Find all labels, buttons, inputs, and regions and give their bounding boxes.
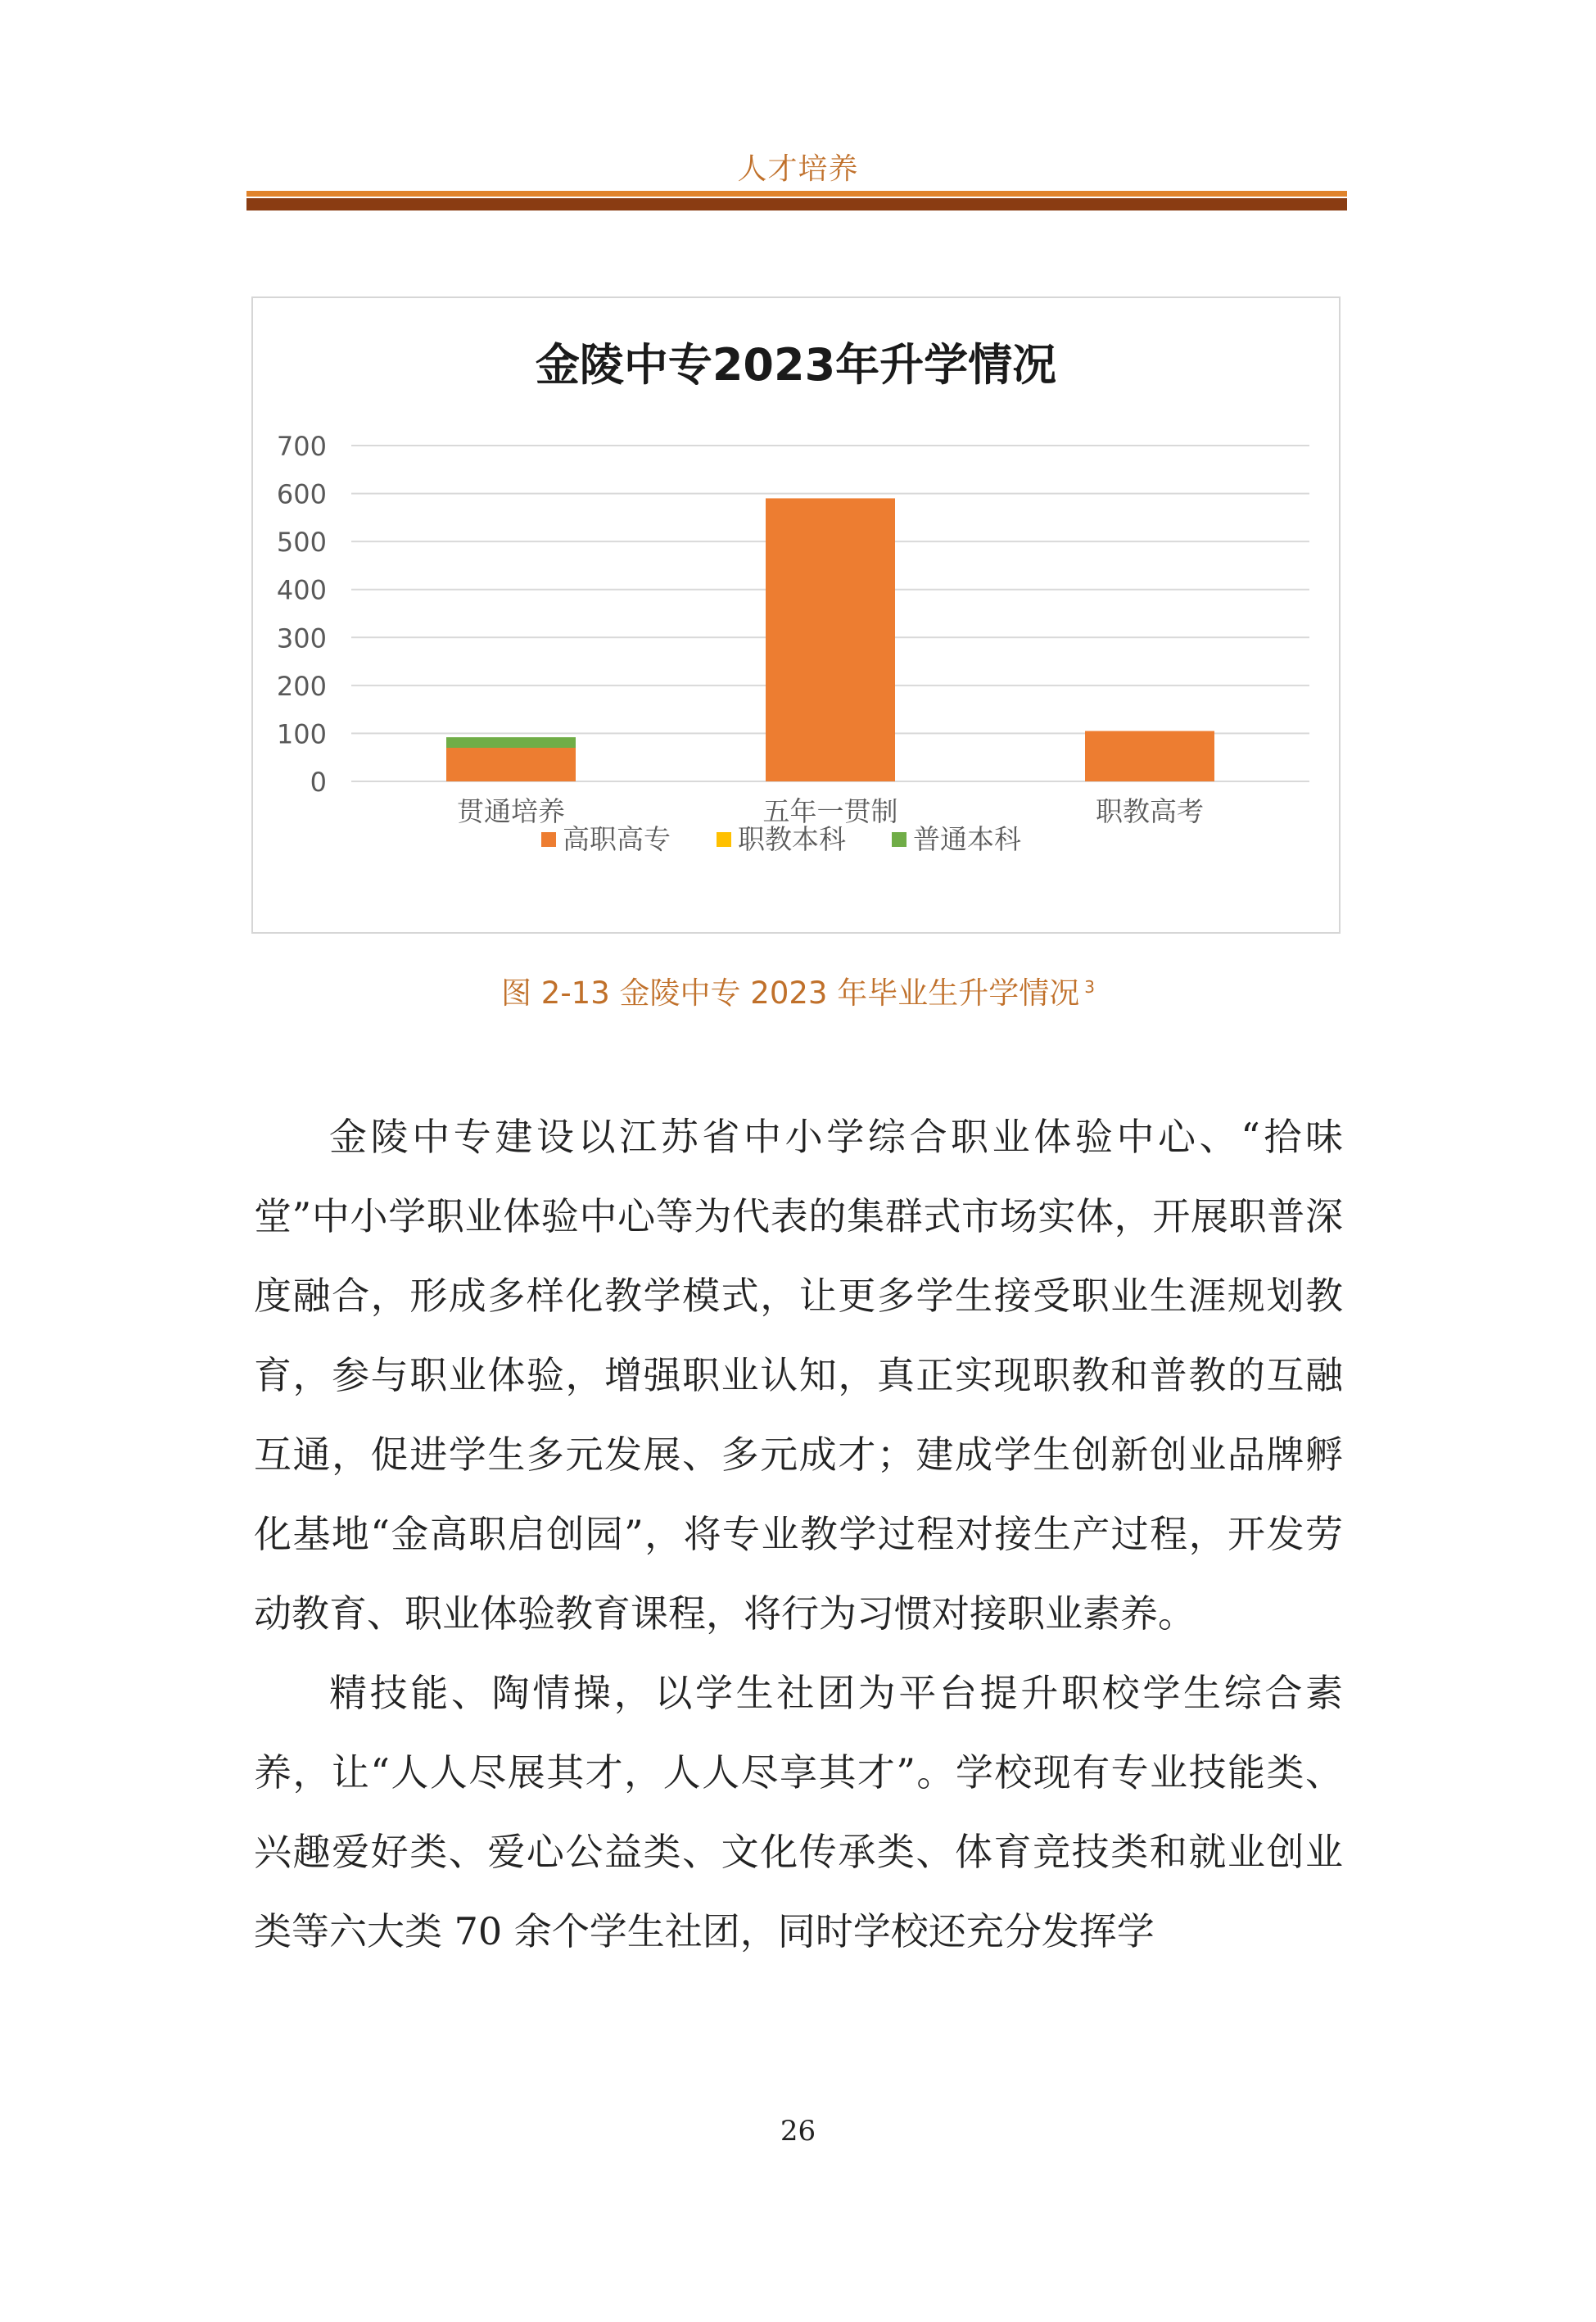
y-tick-label: 200 (276, 670, 327, 702)
body-text (254, 1098, 1343, 1971)
chart-title: 金陵中专2023年升学情况 (535, 339, 1057, 391)
figure-caption (0, 968, 1596, 1012)
page-number: 26 (780, 2115, 816, 2148)
legend-label: 职教本科 (738, 823, 846, 855)
x-tick-label: 五年一贯制 (762, 795, 898, 827)
bar-chart (253, 298, 1339, 932)
bar (446, 737, 576, 748)
y-tick-label: 0 (310, 767, 327, 798)
x-tick-label: 职教高考 (1096, 795, 1204, 827)
header-rule-light (246, 191, 1347, 197)
running-header-title: 人才培养 (737, 152, 859, 186)
paragraph: 精技能、陶情操，以学生社团为平台提升职校学生综合素养，让“人人尽展其才，人人尽享其才”。学校现有专业技能类、兴趣爱好类、爱心公益类、文化传承类、体育竞技类和就业创业类等六大类 70 余个学生社团，同时学校还充分发挥学 (254, 1671, 1343, 1953)
header-rule-dark (246, 198, 1347, 210)
paragraph: 金陵中专建设以江苏省中小学综合职业体验中心、“拾味堂”中小学职业体验中心等为代表的集群式市场实体，开展职普深度融合，形成多样化教学模式，让更多学生接受职业生涯规划教育，参与职业体验，增强职业认知，真正实现职教和普教的互融互通，促进学生多元发展、多元成才；建成学生创新创业品牌孵化基地“金高职启创园”，将专业教学过程对接生产过程，开发劳动教育、职业体验教育课程，将行为习惯对接职业素养。 (254, 1115, 1343, 1636)
x-tick-label: 贯通培养 (457, 795, 565, 827)
y-tick-label: 400 (276, 574, 327, 606)
chart-frame (251, 296, 1341, 934)
legend-swatch (717, 832, 731, 847)
y-tick-label: 300 (276, 622, 327, 654)
y-tick-label: 100 (276, 718, 327, 750)
y-tick-label: 700 (276, 431, 327, 462)
caption-footnote-marker: 3 (1084, 976, 1095, 997)
legend-label: 高职高专 (563, 823, 671, 855)
legend-label: 普通本科 (913, 823, 1021, 855)
y-tick-label: 600 (276, 478, 327, 510)
legend-swatch (541, 832, 556, 847)
legend-swatch (892, 832, 907, 847)
bar (446, 748, 576, 781)
y-tick-label: 500 (276, 527, 327, 559)
bar (766, 498, 895, 781)
bar (1085, 731, 1214, 782)
caption-text: 图 2-13 金陵中专 2023 年毕业生升学情况 (501, 975, 1080, 1011)
